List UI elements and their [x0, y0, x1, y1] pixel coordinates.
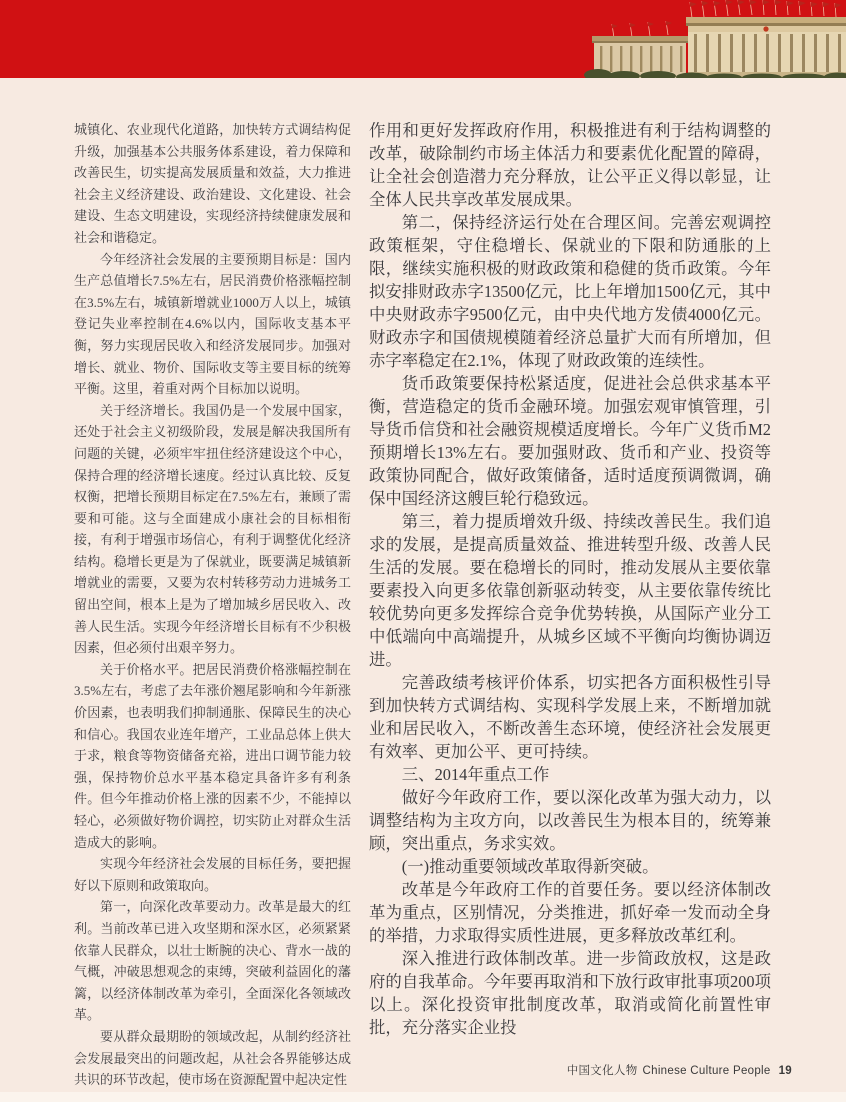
sub-section-heading: (一)推动重要领域改革取得新突破。 — [401, 857, 659, 876]
page-footer — [52, 1062, 792, 1078]
paragraph: 深入推进行政体制改革。进一步简政放权，这是政府的自我革命。今年要再取消和下放行政审批事项200项以上。深化投资审批制度改革，取消或简化前置性审批，充分落实企业投 — [369, 949, 771, 1037]
paragraph: 改革是今年政府工作的首要任务。要以经济体制改革为重点，区别情况，分类推进，抓好牵一发而动全身的举措，力求取得实质性进展，更多释放改革红利。 — [369, 880, 771, 945]
paragraph: 货币政策要保持松紧适度，促进社会总供求基本平衡，营造稳定的货币金融环境。加强宏观审慎管理，引导货币信贷和社会融资规模适度增长。今年广义货币M2预期增长13%左右。要加强财政、货币和产业、投资等政策协同配合，做好政策储备，适时适度预调微调，确保中国经济这艘巨轮行稳致远。 — [369, 374, 771, 508]
right-text-column — [369, 119, 771, 1039]
paragraph: 关于经济增长。我国仍是一个发展中国家，还处于社会主义初级阶段，发展是解决我国所有问题的关键，必须牢牢扭住经济建设这个中心，保持合理的经济增长速度。经过认真比较、反复权衡，把增长预期目标定在7.5%左右，兼顾了需要和可能。这与全面建成小康社会的目标相衔接，有利于增强市场信心，有利于调整优化经济结构。稳增长更是为了保就业，既要满足城镇新增就业的需要，又要为农村转移劳动力进城务工留出空间，根本上是为了增加城乡居民收入、改善人民生活。实现今年经济增长目标有不少积极因素，但必须付出艰辛努力。 — [74, 402, 351, 656]
paragraph: 城镇化、农业现代化道路，加快转方式调结构促升级，加强基本公共服务体系建设，着力保障和改善民生，切实提高发展质量和效益，大力推进社会主义经济建设、政治建设、文化建设、社会建设、生态文明建设，实现经济持续健康发展和社会和谐稳定。 — [74, 122, 351, 245]
journal-name-en: Chinese Culture People — [642, 1065, 771, 1077]
paragraph: 第一，向深化改革要动力。改革是最大的红利。当前改革已进入攻坚期和深水区，必须紧紧依靠人民群众，以壮士断腕的决心、背水一战的气概，冲破思想观念的束缚，突破利益固化的藩篱，以经济体制改革为牵引，全面深化各领域改革。 — [74, 899, 351, 1023]
paragraph: 第二，保持经济运行处在合理区间。完善宏观调控政策框架，守住稳增长、保就业的下限和防通胀的上限，继续实施积极的财政政策和稳健的货币政策。今年拟安排财政赤字13500亿元，比上年增加1500亿元，其中中央财政赤字9500亿元，由中央代地方发债4000亿元。财政赤字和国债规模随着经济总量扩大而有所增加，但赤字率稳定在2.1%，体现了财政政策的连续性。 — [369, 213, 771, 370]
paragraph: 实现今年经济社会发展的目标任务，要把握好以下原则和政策取向。 — [74, 856, 351, 893]
section-heading: 三、2014年重点工作 — [401, 765, 550, 784]
national-emblem — [763, 26, 768, 31]
paragraph: 做好今年政府工作，要以深化改革为强大动力，以调整结构为主攻方向，以改善民生为根本目的，统筹兼顾，突出重点，务求实效。 — [369, 788, 771, 853]
paragraph: 关于价格水平。把居民消费价格涨幅控制在3.5%左右，考虑了去年涨价翘尾影响和今年新涨价因素，也表明我们抑制通胀、保障民生的决心和信心。我国农业连年增产，工业品总体上供大于求，粮食等物资储备充裕，进出口调节能力较强，保持物价总水平基本稳定具备许多有利条件。但今年推动价格上涨的因素不少，不能掉以轻心，必须做好物价调控，切实防止对群众生活造成大的影响。 — [74, 661, 351, 850]
paragraph: 第三，着力提质增效升级、持续改善民生。我们追求的发展，是提高质量效益、推进转型升级、改善人民生活的发展。要在稳增长的同时，推动发展从主要依靠要素投入向更多依靠创新驱动转变，从主要依靠传统比较优势向更多发挥综合竞争优势转换，从国际产业分工中低端向中高端提升，从城乡区域不平衡向均衡协调迈进。 — [369, 512, 771, 669]
paragraph: 完善政绩考核评价体系，切实把各方面积极性引导到加快转方式调结构、实现科学发展上来，不断增加就业和居民收入，不断改善生态环境，使经济社会发展更有效率、更加公平、更可持续。 — [369, 673, 771, 761]
great-hall-building-photo — [584, 0, 846, 78]
left-text-column — [74, 119, 351, 1091]
page-bottom-edge — [0, 1092, 846, 1102]
paragraph: 作用和更好发挥政府作用，积极推进有利于结构调整的改革，破除制约市场主体活力和要素优化配置的障碍，让全社会创造潜力充分释放，让公平正义得以彰显，让全体人民共享改革发展成果。 — [369, 121, 771, 209]
paragraph: 要从群众最期盼的领域改起，从制约经济社会发展最突出的问题改起，从社会各界能够达成共识的环节改起，使市场在资源配置中起决定性 — [74, 1028, 351, 1088]
building-main-hall — [686, 17, 846, 78]
paragraph: 今年经济社会发展的主要预期目标是：国内生产总值增长7.5%左右，居民消费价格涨幅控制在3.5%左右，城镇新增就业1000万人以上，城镇登记失业率控制在4.6%以内，国际收支基本平衡，努力实现居民收入和经济发展同步。加强对增长、就业、物价、国际收支等主要目标的统筹平衡。这里，着重对两个目标加以说明。 — [74, 251, 351, 397]
page-number: 19 — [778, 1065, 792, 1077]
journal-name-cn: 中国文化人物 — [566, 1065, 638, 1077]
header-band — [0, 0, 846, 78]
